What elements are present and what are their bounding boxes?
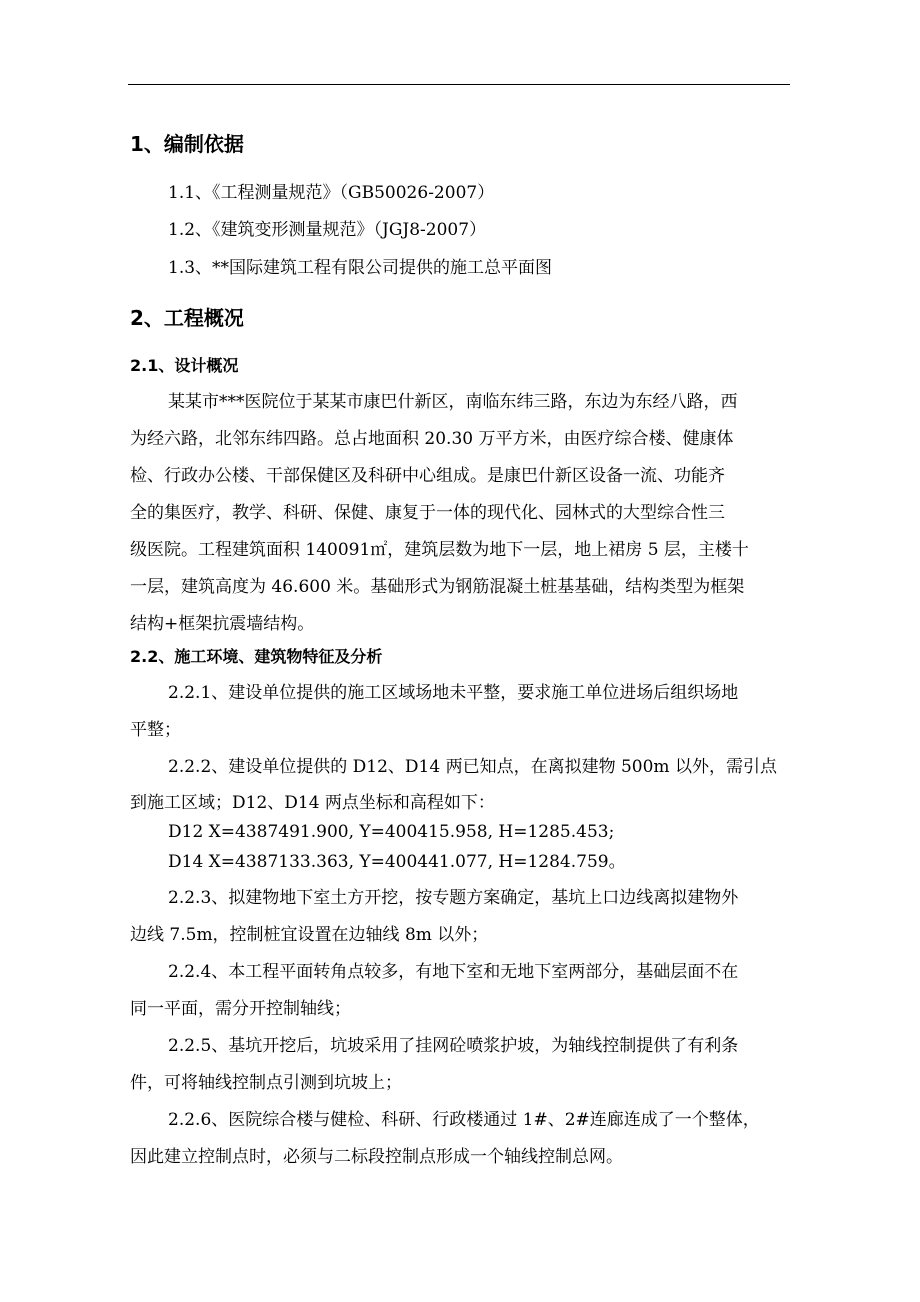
section-1-heading: 1、编制依据 — [130, 132, 244, 156]
coordinate-d14: D14 X=4387133.363, Y=400441.077, H=1284.759。 — [168, 852, 626, 872]
design-overview-line: 某某市***医院位于某某市康巴什新区，南临东纬三路，东边为东经八路，西 — [168, 392, 738, 412]
design-overview-line: 结构+框架抗震墙结构。 — [130, 614, 315, 634]
coordinate-d12: D12 X=4387491.900, Y=400415.958, H=1285.453; — [168, 822, 615, 842]
design-overview-line: 全的集医疗，教学、科研、保健、康复于一体的现代化、园林式的大型综合性三 — [130, 503, 725, 523]
design-overview-line: 一层，建筑高度为 46.600 米。基础形式为钢筋混凝土桩基基础，结构类型为框架 — [130, 577, 745, 597]
analysis-line: 2.2.2、建设单位提供的 D12、D14 两已知点，在离拟建物 500m 以外，需引点 — [168, 757, 777, 777]
analysis-line: 件，可将轴线控制点引测到坑坡上； — [130, 1073, 402, 1093]
analysis-line: 平整； — [130, 720, 181, 740]
subsection-2-2-heading: 2.2、施工环境、建筑物特征及分析 — [130, 647, 383, 666]
analysis-line: 因此建立控制点时，必须与二标段控制点形成一个轴线控制总网。 — [130, 1147, 623, 1167]
analysis-line: 2.2.3、拟建物地下室土方开挖，按专题方案确定，基坑上口边线离拟建物外 — [168, 888, 739, 908]
section-2-heading: 2、工程概况 — [130, 306, 244, 330]
subsection-2-1-heading: 2.1、设计概况 — [130, 356, 239, 375]
reference-item-3: 1.3、**国际建筑工程有限公司提供的施工总平面图 — [168, 258, 553, 278]
analysis-line: 边线 7.5m，控制桩宜设置在边轴线 8m 以外； — [130, 925, 489, 945]
reference-item-1: 1.1、《工程测量规范》（GB50026-2007） — [168, 183, 495, 203]
reference-item-2: 1.2、《建筑变形测量规范》（JGJ8-2007） — [168, 220, 487, 240]
header-rule — [128, 84, 790, 85]
design-overview-line: 级医院。工程建筑面积 140091㎡，建筑层数为地下一层，地上裙房 5 层，主楼十 — [130, 540, 749, 560]
design-overview-line: 检、行政办公楼、干部保健区及科研中心组成。是康巴什新区设备一流、功能齐 — [130, 466, 725, 486]
analysis-line: 到施工区域；D12、D14 两点坐标和高程如下： — [130, 793, 495, 813]
design-overview-line: 为经六路，北邻东纬四路。总占地面积 20.30 万平方米，由医疗综合楼、健康体 — [130, 429, 734, 449]
analysis-line: 2.2.4、本工程平面转角点较多，有地下室和无地下室两部分，基础层面不在 — [168, 962, 739, 982]
analysis-line: 2.2.6、医院综合楼与健检、科研、行政楼通过 1#、2#连廊连成了一个整体， — [168, 1110, 760, 1130]
analysis-line: 同一平面，需分开控制轴线； — [130, 999, 351, 1019]
analysis-line: 2.2.1、建设单位提供的施工区域场地未平整，要求施工单位进场后组织场地 — [168, 683, 739, 703]
analysis-line: 2.2.5、基坑开挖后，坑坡采用了挂网砼喷浆护坡，为轴线控制提供了有利条 — [168, 1036, 739, 1056]
